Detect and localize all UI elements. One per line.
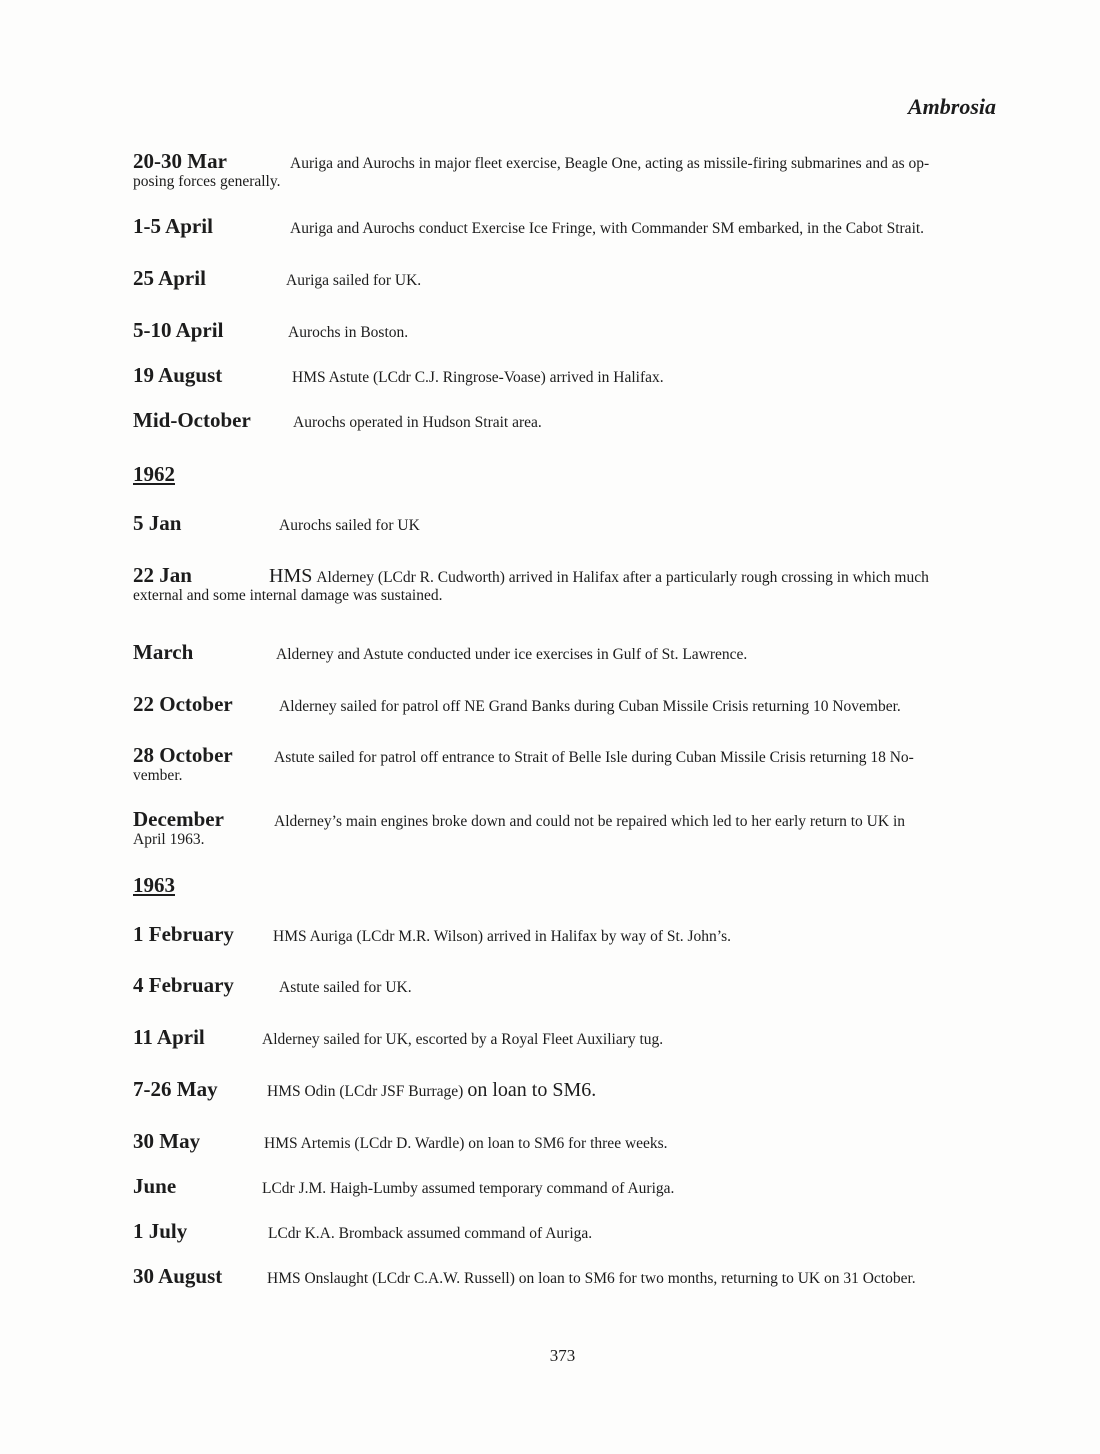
entry-text: Aurochs in Boston. [288, 324, 409, 341]
entry-date: 4 February [133, 973, 234, 997]
entry-text: Astute sailed for UK. [279, 979, 412, 996]
entry-text: Alderney sailed for patrol off NE Grand Banks during Cuban Missile Crisis returning 10 November. [279, 698, 901, 715]
entry-december [133, 807, 993, 849]
entry-date: 1-5 April [133, 214, 213, 238]
entry-text-cont: vember. [133, 767, 183, 784]
entry-text-suffix: on loan to SM6. [467, 1079, 597, 1101]
entry-date: March [133, 640, 194, 664]
entry-date: 28 October [133, 743, 233, 767]
entry-22-jan [133, 563, 993, 605]
entry-1-february [133, 922, 993, 946]
entry-text: Alderney sailed for UK, escorted by a Royal Fleet Auxiliary tug. [262, 1031, 664, 1048]
entry-date: Mid-October [133, 408, 251, 432]
entry-text-cont: posing forces generally. [133, 173, 281, 190]
page-number: 373 [549, 1346, 576, 1365]
entry-text: Auriga and Aurochs conduct Exercise Ice Fringe, with Commander SM embarked, in the Cabot Strait. [290, 220, 925, 237]
entry-text-prefix: HMS [269, 565, 313, 587]
entry-date: 22 October [133, 692, 233, 716]
entry-date: 5 Jan [133, 511, 182, 535]
entry-date: 20-30 Mar [133, 149, 227, 173]
entry-text: Auriga and Aurochs in major fleet exercise, Beagle One, acting as missile-firing submarines and as op- [290, 155, 930, 172]
entry-19-august [133, 363, 993, 387]
entry-20-30-mar [133, 149, 993, 191]
entry-text: HMS Astute (LCdr C.J. Ringrose-Voase) arrived in Halifax. [292, 369, 664, 386]
year-heading-1963: 1963 [133, 873, 175, 897]
entry-text: Alderney’s main engines broke down and could not be repaired which led to her early return to UK in [274, 813, 906, 830]
running-title: Ambrosia [907, 94, 996, 119]
entry-date: 19 August [133, 363, 223, 387]
entry-1-5-april [133, 214, 993, 238]
entry-11-april [133, 1025, 993, 1049]
entry-30-august [133, 1264, 993, 1288]
entry-date: 30 May [133, 1129, 201, 1153]
entry-date: 1 February [133, 922, 234, 946]
entry-date: June [133, 1174, 177, 1198]
entry-march [133, 640, 993, 664]
entry-date: 25 April [133, 266, 206, 290]
entry-date: 5-10 April [133, 318, 224, 342]
entry-date: 22 Jan [133, 563, 192, 587]
entry-text: Aurochs operated in Hudson Strait area. [293, 414, 542, 431]
entry-text: LCdr J.M. Haigh-Lumby assumed temporary command of Auriga. [262, 1180, 675, 1197]
entry-text: HMS Auriga (LCdr M.R. Wilson) arrived in Halifax by way of St. John’s. [273, 928, 732, 945]
year-heading-1962: 1962 [133, 462, 175, 486]
entry-28-october [133, 743, 993, 785]
entry-date: 11 April [133, 1025, 205, 1049]
entry-text: HMS Onslaught (LCdr C.A.W. Russell) on loan to SM6 for two months, returning to UK on 31 October. [267, 1270, 916, 1287]
entry-5-jan [133, 511, 993, 535]
entry-text-cont: external and some internal damage was sustained. [133, 587, 443, 604]
entry-text: Astute sailed for patrol off entrance to Strait of Belle Isle during Cuban Missile Crisis returning 18 No- [274, 749, 914, 766]
entry-25-april [133, 266, 993, 290]
entry-5-10-april [133, 318, 993, 342]
entry-7-26-may [133, 1077, 993, 1101]
entry-june [133, 1174, 993, 1198]
entry-text: Alderney and Astute conducted under ice exercises in Gulf of St. Lawrence. [276, 646, 748, 663]
entry-4-february [133, 973, 993, 997]
entry-text: Auriga sailed for UK. [286, 272, 422, 289]
entry-22-october [133, 692, 993, 716]
entry-text: Aurochs sailed for UK [279, 517, 420, 534]
entry-text: HMS Artemis (LCdr D. Wardle) on loan to SM6 for three weeks. [264, 1135, 668, 1152]
entry-1-july [133, 1219, 993, 1243]
entry-text: Alderney (LCdr R. Cudworth) arrived in Halifax after a particularly rough crossing in which much [316, 569, 929, 586]
entry-date: 30 August [133, 1264, 223, 1288]
entry-date: 7-26 May [133, 1077, 218, 1101]
entry-text-cont: April 1963. [133, 831, 205, 848]
entry-text: LCdr K.A. Bromback assumed command of Auriga. [268, 1225, 593, 1242]
entry-date: 1 July [133, 1219, 188, 1243]
entry-date: December [133, 807, 224, 831]
entry-text: HMS Odin (LCdr JSF Burrage) [267, 1083, 464, 1100]
entry-mid-october [133, 408, 993, 432]
entry-30-may [133, 1129, 993, 1153]
